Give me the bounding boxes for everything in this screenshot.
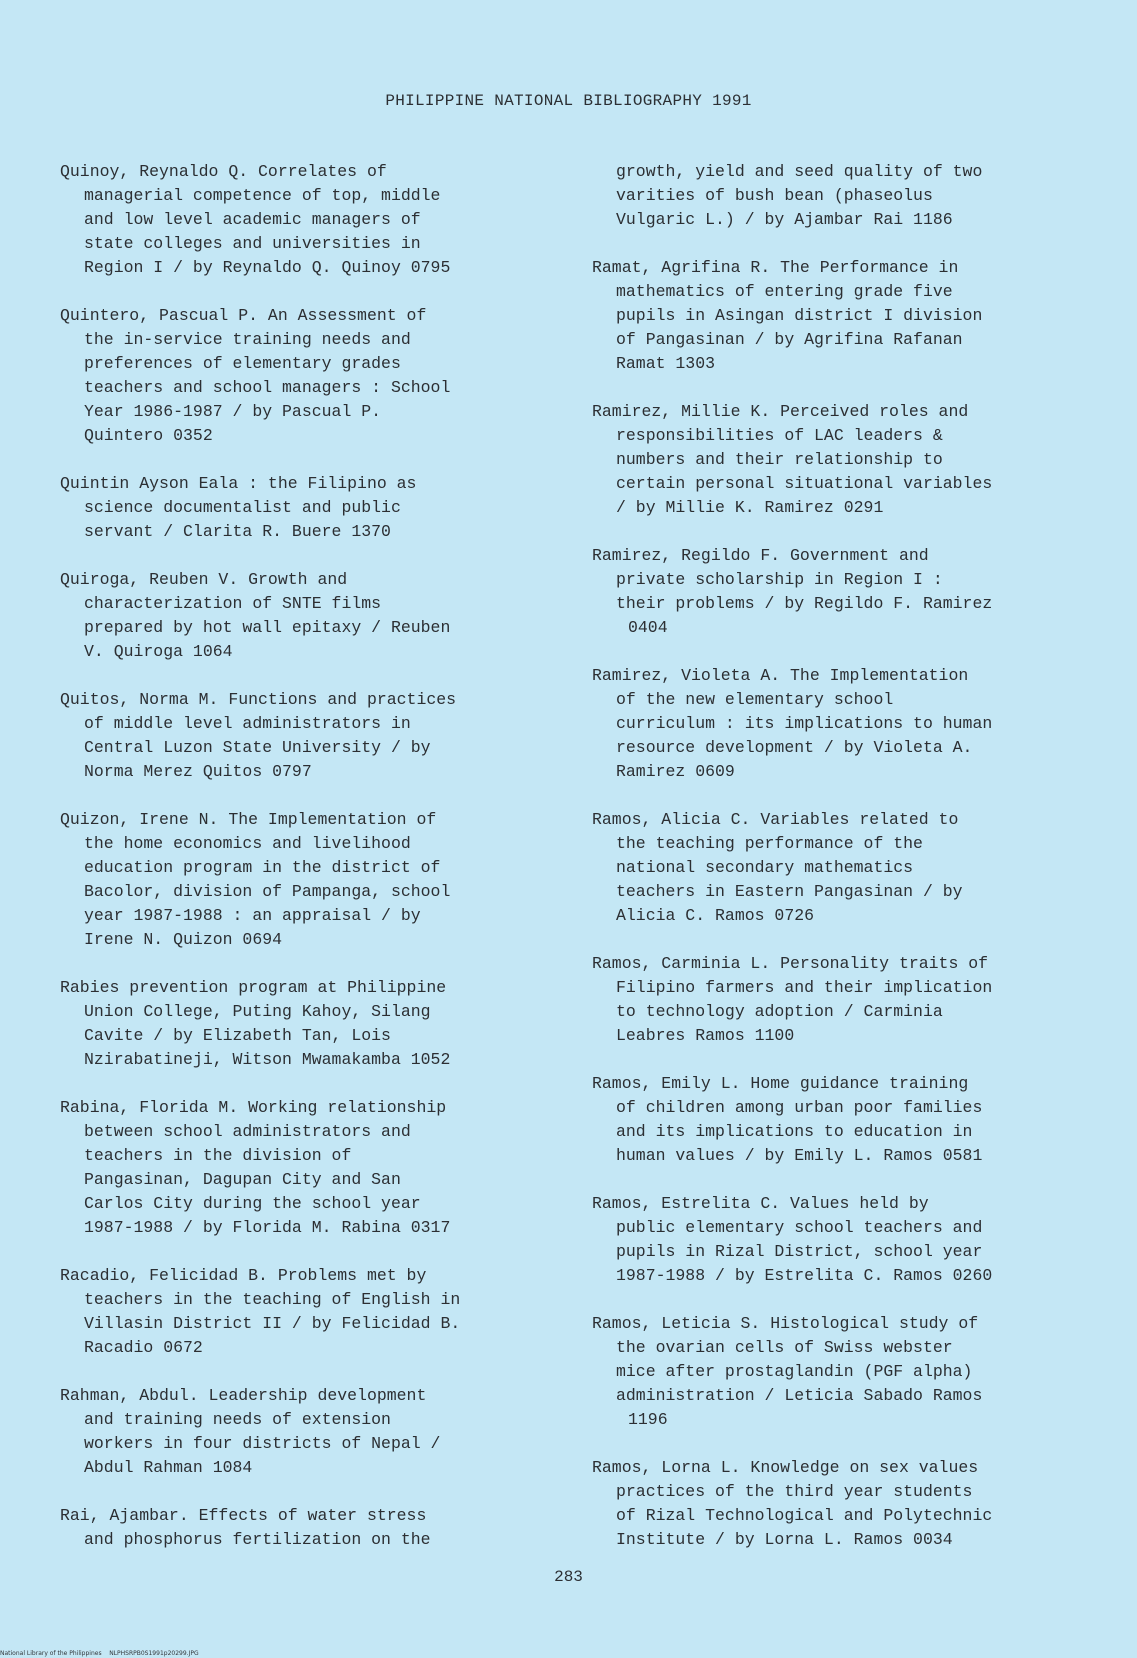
entry-line: Ramirez, Regildo F. Government and: [592, 546, 929, 565]
bibliography-entry: [592, 808, 1082, 928]
entry-line: of the new elementary school: [616, 690, 894, 709]
entry-line: public elementary school teachers and: [616, 1218, 983, 1237]
entry-line: Quinoy, Reynaldo Q. Correlates of: [60, 162, 387, 181]
entry-line: Cavite / by Elizabeth Tan, Lois: [84, 1026, 391, 1045]
bibliography-entry: [592, 1072, 1082, 1168]
entry-line: teachers in the division of: [84, 1146, 352, 1165]
bibliography-entry: [60, 808, 550, 952]
entry-line: Ramos, Lorna L. Knowledge on sex values: [592, 1458, 979, 1477]
entry-line: prepared by hot wall epitaxy / Reuben: [84, 618, 451, 637]
entry-line: Quitos, Norma M. Functions and practices: [60, 690, 457, 709]
entry-line: workers in four districts of Nepal /: [84, 1434, 441, 1453]
entry-line: the ovarian cells of Swiss webster: [616, 1338, 953, 1357]
right-column: [592, 160, 1082, 1576]
entry-line: Ramirez, Millie K. Perceived roles and: [592, 402, 969, 421]
entry-line: practices of the third year students: [616, 1482, 973, 1501]
entry-line: human values / by Emily L. Ramos 0581: [616, 1146, 983, 1165]
entry-line: 0404: [628, 618, 668, 637]
entry-line: Quizon, Irene N. The Implementation of: [60, 810, 437, 829]
entry-line: Quintin Ayson Eala : the Filipino as: [60, 474, 417, 493]
entry-line: Vulgaric L.) / by Ajambar Rai 1186: [616, 210, 953, 229]
bibliography-entry: [60, 1384, 550, 1480]
bibliography-entry: [60, 472, 550, 544]
entry-line: 1987-1988 / by Florida M. Rabina 0317: [84, 1218, 451, 1237]
entry-line: teachers in the teaching of English in: [84, 1290, 461, 1309]
bibliography-entry: [60, 1264, 550, 1360]
bibliography-entry: [60, 688, 550, 784]
entry-line: responsibilities of LAC leaders &: [616, 426, 943, 445]
bibliography-entry: [592, 1456, 1082, 1552]
entry-line: Racadio, Felicidad B. Problems met by: [60, 1266, 427, 1285]
entry-line: Villasin District II / by Felicidad B.: [84, 1314, 461, 1333]
entry-line: / by Millie K. Ramirez 0291: [616, 498, 884, 517]
entry-line: Alicia C. Ramos 0726: [616, 906, 815, 925]
entry-line: Irene N. Quizon 0694: [84, 930, 283, 949]
entry-line: Year 1986-1987 / by Pascual P.: [84, 402, 382, 421]
entry-line: pupils in Asingan district I division: [616, 306, 983, 325]
entry-line: of Rizal Technological and Polytechnic: [616, 1506, 993, 1525]
bibliography-entry: [592, 664, 1082, 784]
entry-line: of children among urban poor families: [616, 1098, 983, 1117]
bibliography-entry: [60, 1096, 550, 1240]
entry-line: between school administrators and: [84, 1122, 411, 1141]
entry-line: Ramos, Emily L. Home guidance training: [592, 1074, 969, 1093]
entry-line: Institute / by Lorna L. Ramos 0034: [616, 1530, 953, 1549]
page-header: PHILIPPINE NATIONAL BIBLIOGRAPHY 1991: [385, 92, 752, 110]
entry-line: Ramirez, Violeta A. The Implementation: [592, 666, 969, 685]
entry-line: Leabres Ramos 1100: [616, 1026, 795, 1045]
entry-line: characterization of SNTE films: [84, 594, 382, 613]
entry-line: their problems / by Regildo F. Ramirez: [616, 594, 993, 613]
entry-line: education program in the district of: [84, 858, 441, 877]
entry-line: servant / Clarita R. Buere 1370: [84, 522, 391, 541]
entry-line: mice after prostaglandin (PGF alpha): [616, 1362, 973, 1381]
entry-line: numbers and their relationship to: [616, 450, 943, 469]
bibliography-entry: [60, 1504, 550, 1552]
entry-line: and its implications to education in: [616, 1122, 973, 1141]
bibliography-entry: [592, 400, 1082, 520]
bibliography-entry: [60, 160, 550, 280]
entry-line: certain personal situational variables: [616, 474, 993, 493]
entry-line: state colleges and universities in: [84, 234, 421, 253]
entry-line: teachers and school managers : School: [84, 378, 451, 397]
entry-line: to technology adoption / Carminia: [616, 1002, 943, 1021]
entry-line: the teaching performance of the: [616, 834, 923, 853]
bibliography-entry: [592, 952, 1082, 1048]
entry-line: 1196: [628, 1410, 668, 1429]
entry-line: growth, yield and seed quality of two: [616, 162, 983, 181]
bibliography-entry: [60, 568, 550, 664]
left-column: [60, 160, 550, 1576]
entry-line: Bacolor, division of Pampanga, school: [84, 882, 451, 901]
bibliography-entry: [592, 256, 1082, 376]
bibliography-entry: [592, 1312, 1082, 1432]
entry-line: teachers in Eastern Pangasinan / by: [616, 882, 963, 901]
bibliography-entry: [592, 160, 1082, 232]
entry-line: administration / Leticia Sabado Ramos: [616, 1386, 983, 1405]
entry-line: the in-service training needs and: [84, 330, 411, 349]
footer-credit: National Library of the Philippines NLPHSRPB0S1991p20299.JPG: [0, 1650, 199, 1657]
entry-line: preferences of elementary grades: [84, 354, 401, 373]
entry-line: the home economics and livelihood: [84, 834, 411, 853]
bibliography-entry: [60, 976, 550, 1072]
entry-line: Abdul Rahman 1084: [84, 1458, 253, 1477]
entry-line: Central Luzon State University / by: [84, 738, 431, 757]
entry-line: Pangasinan, Dagupan City and San: [84, 1170, 401, 1189]
entry-line: Union College, Puting Kahoy, Silang: [84, 1002, 431, 1021]
entry-line: 1987-1988 / by Estrelita C. Ramos 0260: [616, 1266, 993, 1285]
entry-line: Norma Merez Quitos 0797: [84, 762, 312, 781]
entry-line: Ramat, Agrifina R. The Performance in: [592, 258, 959, 277]
entry-line: Quintero 0352: [84, 426, 213, 445]
entry-line: and training needs of extension: [84, 1410, 391, 1429]
entry-line: managerial competence of top, middle: [84, 186, 441, 205]
bibliography-entry: [60, 304, 550, 448]
entry-line: Racadio 0672: [84, 1338, 203, 1357]
entry-line: national secondary mathematics: [616, 858, 914, 877]
entry-line: curriculum : its implications to human: [616, 714, 993, 733]
entry-line: year 1987-1988 : an appraisal / by: [84, 906, 421, 925]
entry-line: of middle level administrators in: [84, 714, 411, 733]
entry-line: Rai, Ajambar. Effects of water stress: [60, 1506, 427, 1525]
bibliography-entry: [592, 1192, 1082, 1288]
entry-line: Ramos, Carminia L. Personality traits of: [592, 954, 989, 973]
entry-line: Ramirez 0609: [616, 762, 735, 781]
entry-line: Quiroga, Reuben V. Growth and: [60, 570, 348, 589]
entry-line: V. Quiroga 1064: [84, 642, 233, 661]
entry-line: science documentalist and public: [84, 498, 401, 517]
bibliography-entry: [592, 544, 1082, 640]
entry-line: Rabies prevention program at Philippine: [60, 978, 447, 997]
entry-line: Filipino farmers and their implication: [616, 978, 993, 997]
entry-line: and low level academic managers of: [84, 210, 421, 229]
entry-line: private scholarship in Region I :: [616, 570, 943, 589]
entry-line: Carlos City during the school year: [84, 1194, 421, 1213]
entry-line: Region I / by Reynaldo Q. Quinoy 0795: [84, 258, 451, 277]
entry-line: Quintero, Pascual P. An Assessment of: [60, 306, 427, 325]
entry-line: and phosphorus fertilization on the: [84, 1530, 431, 1549]
entry-line: of Pangasinan / by Agrifina Rafanan: [616, 330, 963, 349]
entry-line: Rabina, Florida M. Working relationship: [60, 1098, 447, 1117]
page-number: 283: [554, 1568, 583, 1586]
entry-line: Rahman, Abdul. Leadership development: [60, 1386, 427, 1405]
entry-line: pupils in Rizal District, school year: [616, 1242, 983, 1261]
entry-line: resource development / by Violeta A.: [616, 738, 973, 757]
entry-line: Ramat 1303: [616, 354, 716, 373]
entry-line: varities of bush bean (phaseolus: [616, 186, 933, 205]
entry-line: Ramos, Alicia C. Variables related to: [592, 810, 959, 829]
entry-line: mathematics of entering grade five: [616, 282, 953, 301]
entry-line: Ramos, Estrelita C. Values held by: [592, 1194, 929, 1213]
entry-line: Nzirabatineji, Witson Mwamakamba 1052: [84, 1050, 451, 1069]
entry-line: Ramos, Leticia S. Histological study of: [592, 1314, 979, 1333]
